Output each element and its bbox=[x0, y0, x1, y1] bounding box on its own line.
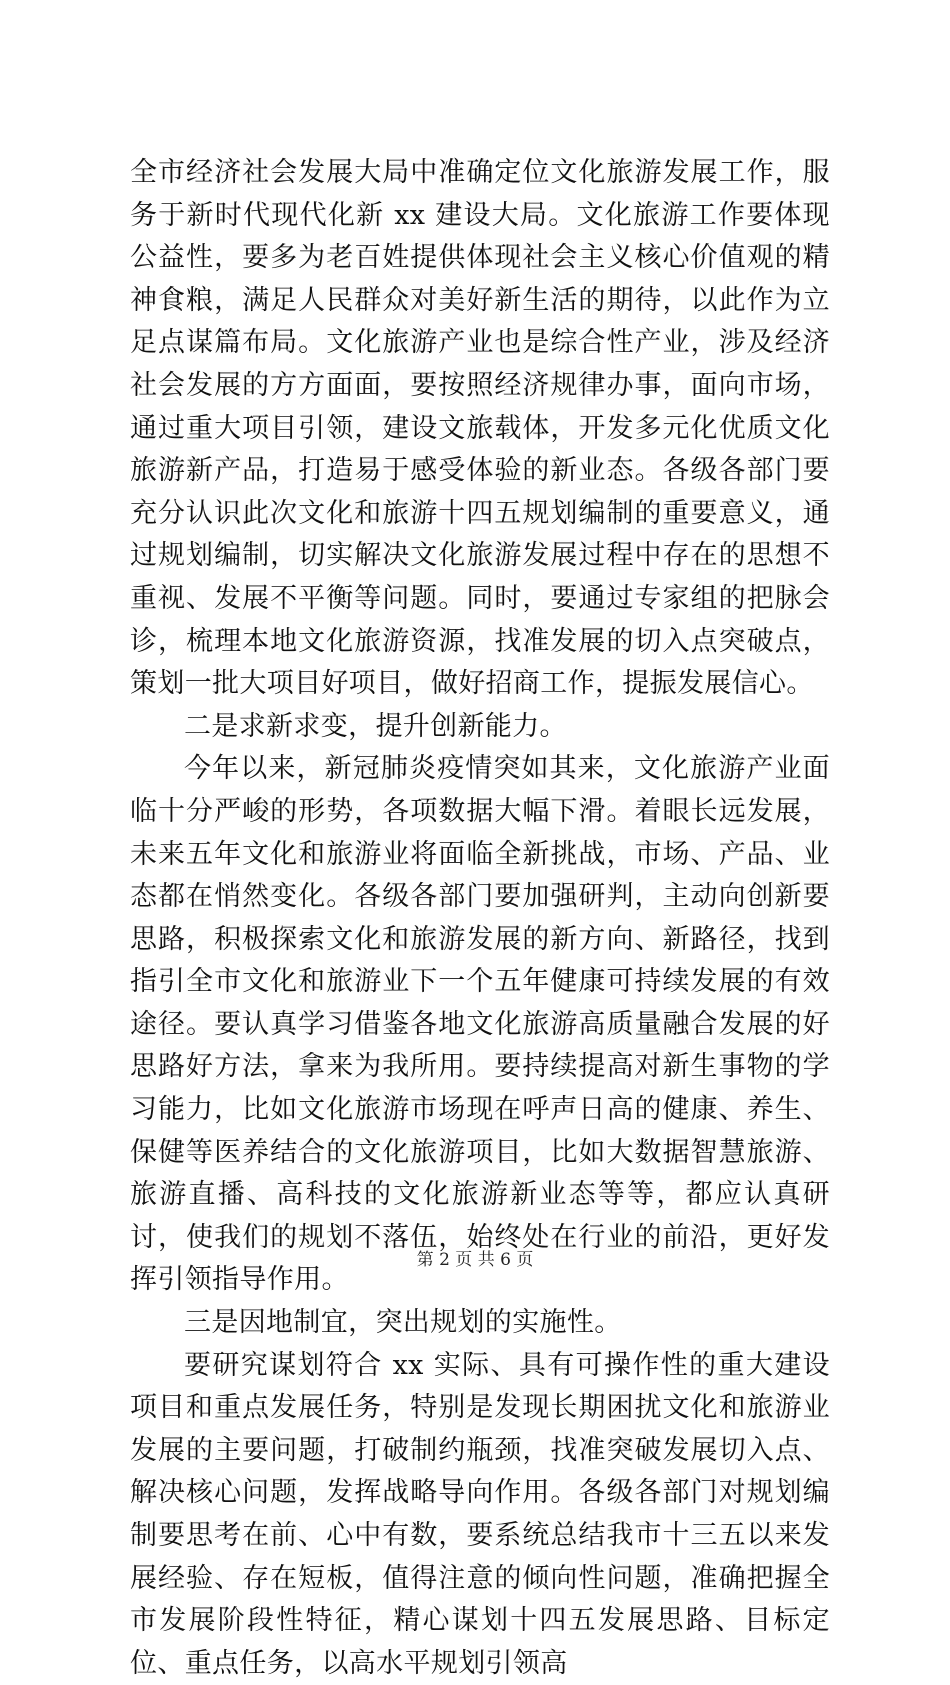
section-heading-implementation: 三是因地制宜，突出规划的实施性。 bbox=[184, 1307, 622, 1339]
paragraph-implementation: 要研究谋划符合 xx 实际、具有可操作性的重大建设项目和重点发展任务，特别是发现长期困扰文化和旅游业发展的主要问题，打破制约瓶颈，找准突破发展切入点、解决核心问题，发挥战略导向作用。各级各部门对规划编制要思考在前、心中有数，要系统总结我市十三五以来发展经验、存在短板，值得注意的倾向性问题，准确把握全市发展阶段性特征，精心谋划十四五发展思路、目标定位、重点任务，以高水平规划引领高 bbox=[130, 1349, 830, 1679]
paragraph-intro: 全市经济社会发展大局中准确定位文化旅游发展工作，服务于新时代现代化新 xx 建设大局。文化旅游工作要体现公益性，要多为老百姓提供体现社会主义核心价值观的精神食粮，满足人民群众对美好新生活的期待，以此作为立足点谋篇布局。文化旅游产业也是综合性产业，涉及经济社会发展的方方面面，要按照经济规律办事，面向市场，通过重大项目引领，建设文旅载体，开发多元化优质文化旅游新产品，打造易于感受体验的新业态。各级各部门要充分认识此次文化和旅游十四五规划编制的重要意义，通过规划编制，切实解决文化旅游发展过程中存在的思想不重视、发展不平衡等问题。同时，要通过专家组的把脉会诊，梳理本地文化旅游资源，找准发展的切入点突破点，策划一批大项目好项目，做好招商工作，提振发展信心。 bbox=[130, 157, 830, 700]
section-heading-innovation: 二是求新求变，提升创新能力。 bbox=[184, 710, 567, 742]
paragraph-innovation: 今年以来，新冠肺炎疫情突如其来，文化旅游产业面临十分严峻的形势，各项数据大幅下滑。着眼长远发展，未来五年文化和旅游业将面临全新挑战，市场、产品、业态都在悄然变化。各级各部门要加强研判，主动向创新要思路，积极探索文化和旅游发展的新方向、新路径，找到指引全市文化和旅游业下一个五年健康可持续发展的有效途径。要认真学习借鉴各地文化旅游高质量融合发展的好思路好方法，拿来为我所用。要持续提高对新生事物的学习能力，比如文化旅游市场现在呼声日高的健康、养生、保健等医养结合的文化旅游项目，比如大数据智慧旅游、旅游直播、高科技的文化旅游新业态等等，都应认真研讨，使我们的规划不落伍，始终处在行业的前沿，更好发挥引领指导作用。 bbox=[130, 753, 830, 1296]
document-body bbox=[130, 152, 830, 1685]
page-footer: 第 2 页 共 6 页 bbox=[416, 1250, 534, 1270]
